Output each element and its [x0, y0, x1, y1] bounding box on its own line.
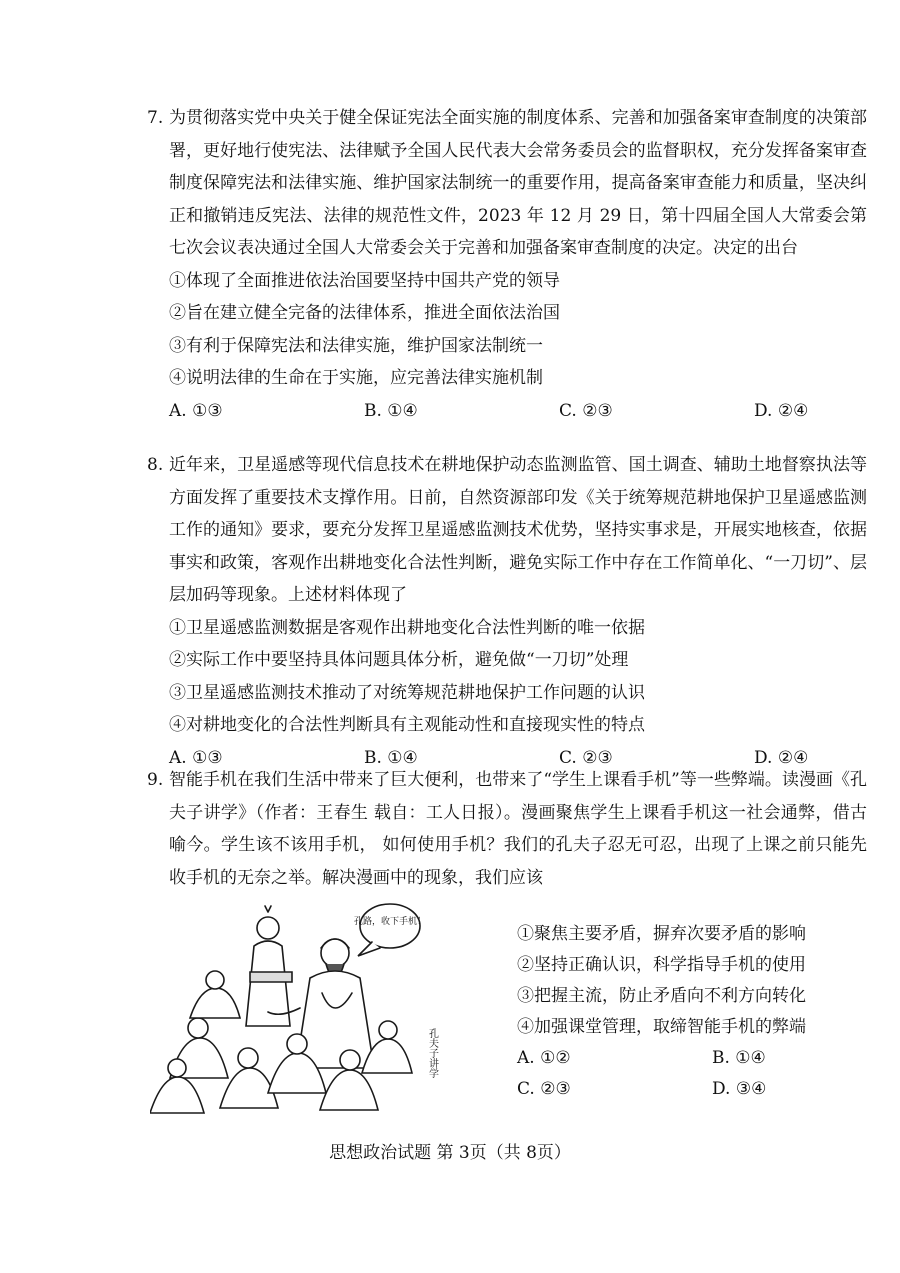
option-2: ②旨在建立健全完备的法律体系，推进全面依法治国 [169, 303, 560, 323]
choice-d: D. ③④ [712, 1079, 767, 1099]
option-1: ①聚焦主要矛盾，摒弃次要矛盾的影响 [517, 924, 806, 944]
option-4: ④加强课堂管理，取缔智能手机的弊端 [517, 1017, 806, 1037]
cartoon-confucius-lecture [150, 898, 450, 1118]
choice-c: C. ②③ [559, 747, 613, 768]
question-8 [147, 449, 867, 774]
choice-a: A. ①② [517, 1048, 571, 1068]
question-text: 智能手机在我们生活中带来了巨大便利，也带来了“学生上课看手机”等一些弊端。读漫画《孔夫子讲学》（作者：王春生 载自：工人日报）。漫画聚焦学生上课看手机这一社会通弊，借古喻今。学生该不该用手机， 如何使用手机？我们的孔夫子忍无可忍，出现了上课之前只能先收手机的无奈之举。解决漫画中的现象，我们应该 [169, 770, 867, 888]
question-text: 近年来，卫星遥感等现代信息技术在耕地保护动态监测监管、国土调查、辅助土地督察执法等方面发挥了重要技术支撑作用。日前，自然资源部印发《关于统筹规范耕地保护卫星遥感监测工作的通知》要求，要充分发挥卫星遥感监测技术优势，坚持实事求是，开展实地核查，依据事实和政策，客观作出耕地变化合法性判断，避免实际工作中存在工作简单化、“一刀切”、层层加码等现象。上述材料体现了 [169, 455, 867, 605]
choice-d: D. ②④ [754, 400, 809, 421]
option-3: ③卫星遥感监测技术推动了对统筹规范耕地保护工作问题的认识 [169, 682, 645, 703]
speech-bubble-text: 孔路，收下手机！ [353, 917, 427, 927]
choice-b: B. ①④ [712, 1048, 766, 1068]
answer-choices [517, 1043, 832, 1105]
question-text: 为贯彻落实党中央关于健全保证宪法全面实施的制度体系、完善和加强备案审查制度的决策部署，更好地行使宪法、法律赋予全国人民代表大会常务委员会的监督职权，充分发挥备案审查制度保障宪法和法律实施、维护国家法制统一的重要作用，提高备案审查能力和质量，坚决纠正和撤销违反宪法、法律的规范性文件，2023 年 12 月 29 日，第十四届全国人大常委会第七次会议表决通过全国人大常委会关于完善和加强备案审查制度的决定。决定的出台 [169, 108, 867, 258]
option-4: ④说明法律的生命在于实施，应完善法律实施机制 [169, 368, 543, 388]
choice-a: A. ①③ [169, 747, 223, 768]
choice-a: A. ①③ [169, 400, 223, 421]
option-4: ④对耕地变化的合法性判断具有主观能动性和直接现实性的特点 [169, 715, 645, 735]
question-9-options [517, 919, 832, 1105]
choice-c: C. ②③ [559, 400, 613, 421]
question-7-stem [147, 102, 867, 265]
question-9-stem [147, 764, 867, 894]
question-8-stem [147, 449, 867, 612]
option-2: ②坚持正确认识，科学指导手机的使用 [517, 955, 806, 975]
speech-bubble [358, 904, 420, 956]
question-7 [147, 102, 867, 427]
choice-c: C. ②③ [517, 1079, 571, 1099]
question-9 [147, 764, 867, 894]
question-number: 8. [147, 455, 164, 475]
option-2: ②实际工作中要坚持具体问题具体分析，避免做“一刀切”处理 [169, 650, 629, 670]
option-3: ③把握主流，防止矛盾向不利方向转化 [517, 986, 806, 1006]
question-number: 7. [147, 108, 164, 128]
choice-d: D. ②④ [754, 747, 809, 768]
cartoon-caption: 孔夫子讲学 [426, 1028, 438, 1078]
choice-b: B. ①④ [364, 400, 418, 421]
option-1: ①体现了全面推进依法治国要坚持中国共产党的领导 [169, 270, 560, 291]
answer-choices [147, 395, 867, 428]
choice-b: B. ①④ [364, 747, 418, 768]
page-footer: 思想政治试题 第 3页（共 8页） [329, 1143, 571, 1163]
option-1: ①卫星遥感监测数据是客观作出耕地变化合法性判断的唯一依据 [169, 617, 645, 638]
question-number: 9. [147, 770, 164, 790]
standing-disciple [246, 906, 292, 1026]
option-3: ③有利于保障宪法和法律实施，维护国家法制统一 [169, 335, 543, 356]
